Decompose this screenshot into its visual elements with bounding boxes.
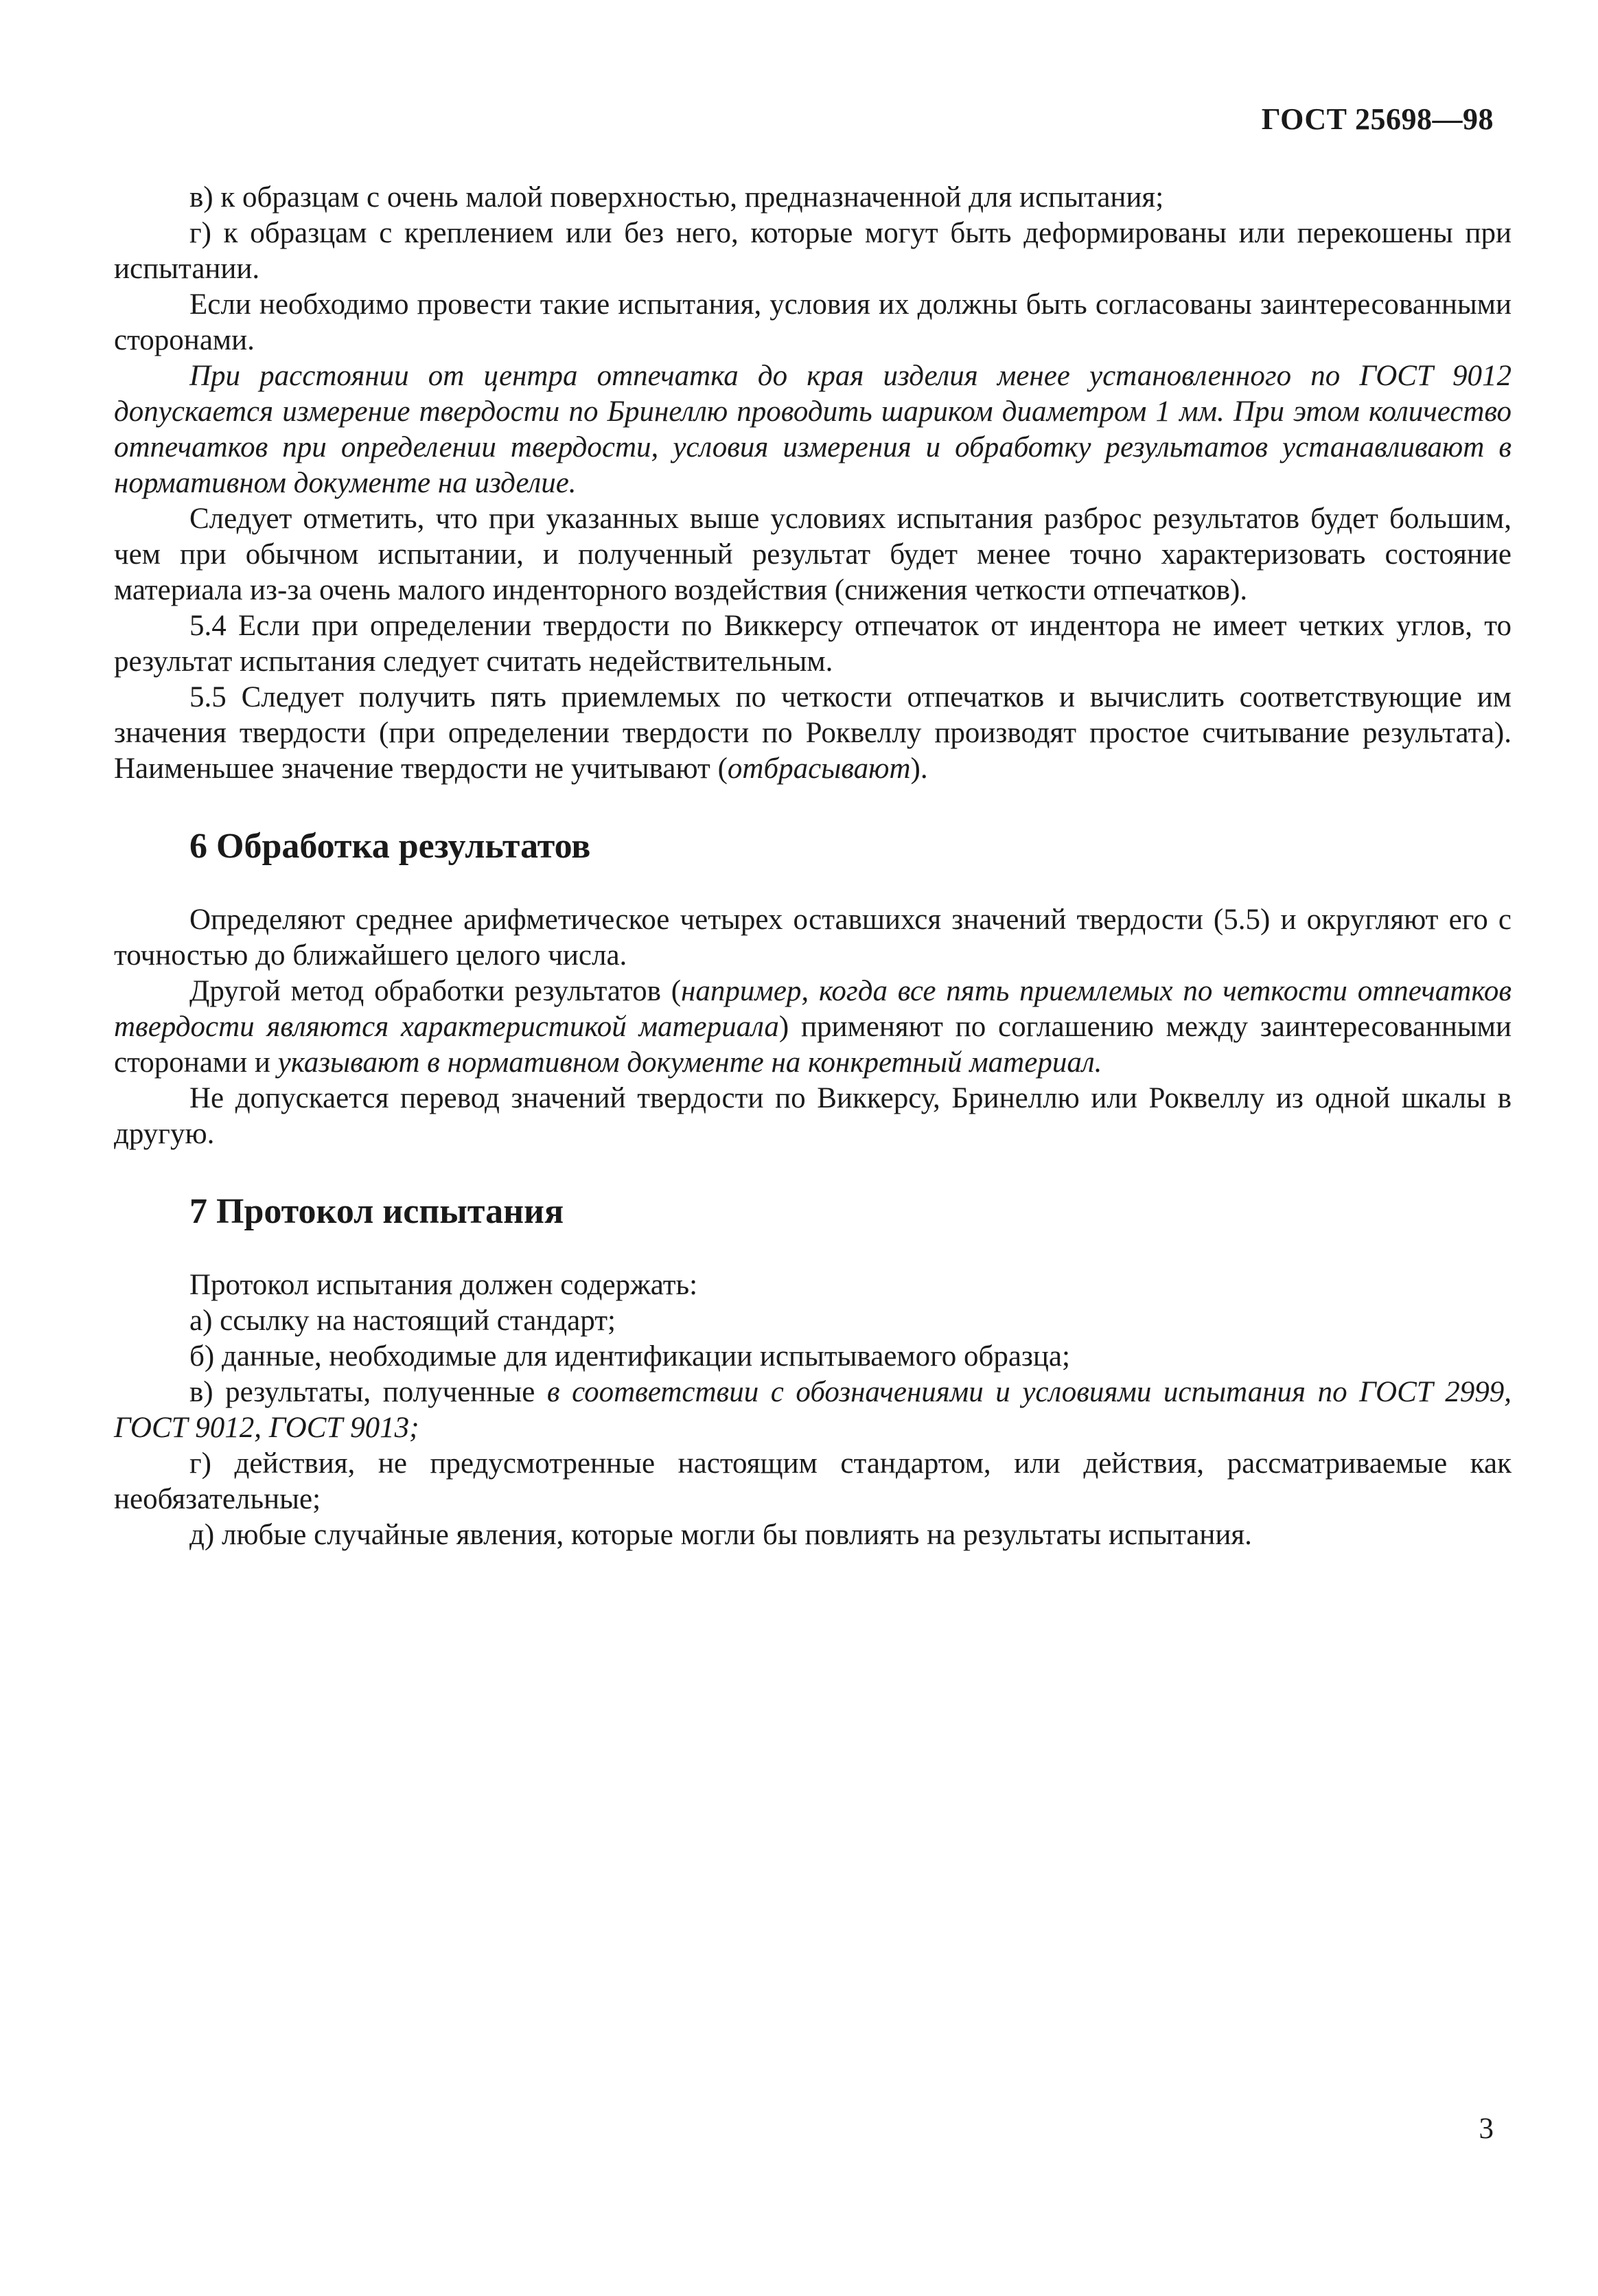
text-span: ) применяют по соглашению между заинтересованными сторонами и [114,1011,1512,1079]
paragraph: Протокол испытания должен содержать: [189,1269,698,1301]
clause-5-4: 5.4 Если при определении твердости по Виккерсу отпечаток от индентора не имеет четких углов, то результат испытания следует считать недействительным. [114,610,1512,678]
paragraph: Следует отметить, что при указанных выше условиях испытания разброс результатов будет большим, чем при обычном испытании, и полученный результат будет менее точно характеризовать состояние материала из-за очень малого инденторного воздействия (снижения четкости отпечатков). [114,503,1512,606]
text-span: в) результаты, полученные [189,1376,547,1408]
paragraph: Определяют среднее арифметическое четырех оставшихся значений твердости (5.5) и округляют его с точностью до ближайшего целого числа. [114,904,1512,972]
paragraph: Если необходимо провести такие испытания, условия их должны быть согласованы заинтересованными сторонами. [114,288,1512,356]
list-item-b: б) данные, необходимые для идентификации испытываемого образца; [189,1340,1070,1373]
paragraph: Не допускается перевод значений твердости по Виккерсу, Бринеллю или Роквеллу из одной шкалы в другую. [114,1082,1512,1150]
list-item-a: а) ссылку на настоящий стандарт; [189,1305,616,1337]
list-item-g: г) действия, не предусмотренные настоящим стандартом, или действия, рассматриваемые как необязательные; [114,1447,1512,1515]
italic-paragraph: При расстоянии от центра отпечатка до края изделия менее установленного по ГОСТ 9012 допускается измерение твердости по Бринеллю проводить шариком диаметром 1 мм. При этом количество отпечатков при определении твердости, условия измерения и обработку результатов устанавливают в нормативном документе на изделие. [114,360,1512,499]
section-7-heading: 7 Протокол испытания [189,1192,564,1231]
list-item-v [114,1375,1512,1446]
italic-span: в соответствии с обозначениями и условиями испытания по ГОСТ 2999, ГОСТ 9012, ГОСТ 9013; [114,1376,1512,1444]
italic-span: например, когда все пять приемлемых по четкости отпечатков твердости являются характеристикой материала [114,975,1512,1043]
clause-5-5 [114,680,1512,787]
text-span: Другой метод обработки результатов ( [189,975,682,1007]
paragraph [114,974,1512,1081]
list-item-g: г) к образцам с креплением или без него, которые могут быть деформированы или перекошены при испытании. [114,217,1512,285]
page-number: 3 [1479,2113,1494,2145]
clause-text-end: ). [910,753,928,785]
section-6-heading: 6 Обработка результатов [189,827,591,866]
list-item-v: в) к образцам с очень малой поверхностью, предназначенной для испытания; [189,181,1164,214]
list-item-d: д) любые случайные явления, которые могли бы повлиять на результаты испытания. [189,1519,1252,1551]
clause-italic-text: отбрасывают [727,753,911,785]
clause-text: 5.5 Следует получить пять приемлемых по четкости отпечатков и вычислить соответствующие им значения твердости (при определении твердости по Роквеллу производят простое считывание результата). Наименьшее значение твердости не учитывают ( [114,681,1512,785]
document-header: ГОСТ 25698—98 [1261,102,1494,136]
italic-span: указывают в нормативном документе на конкретный материал. [277,1046,1102,1079]
document-body [114,180,1512,1553]
